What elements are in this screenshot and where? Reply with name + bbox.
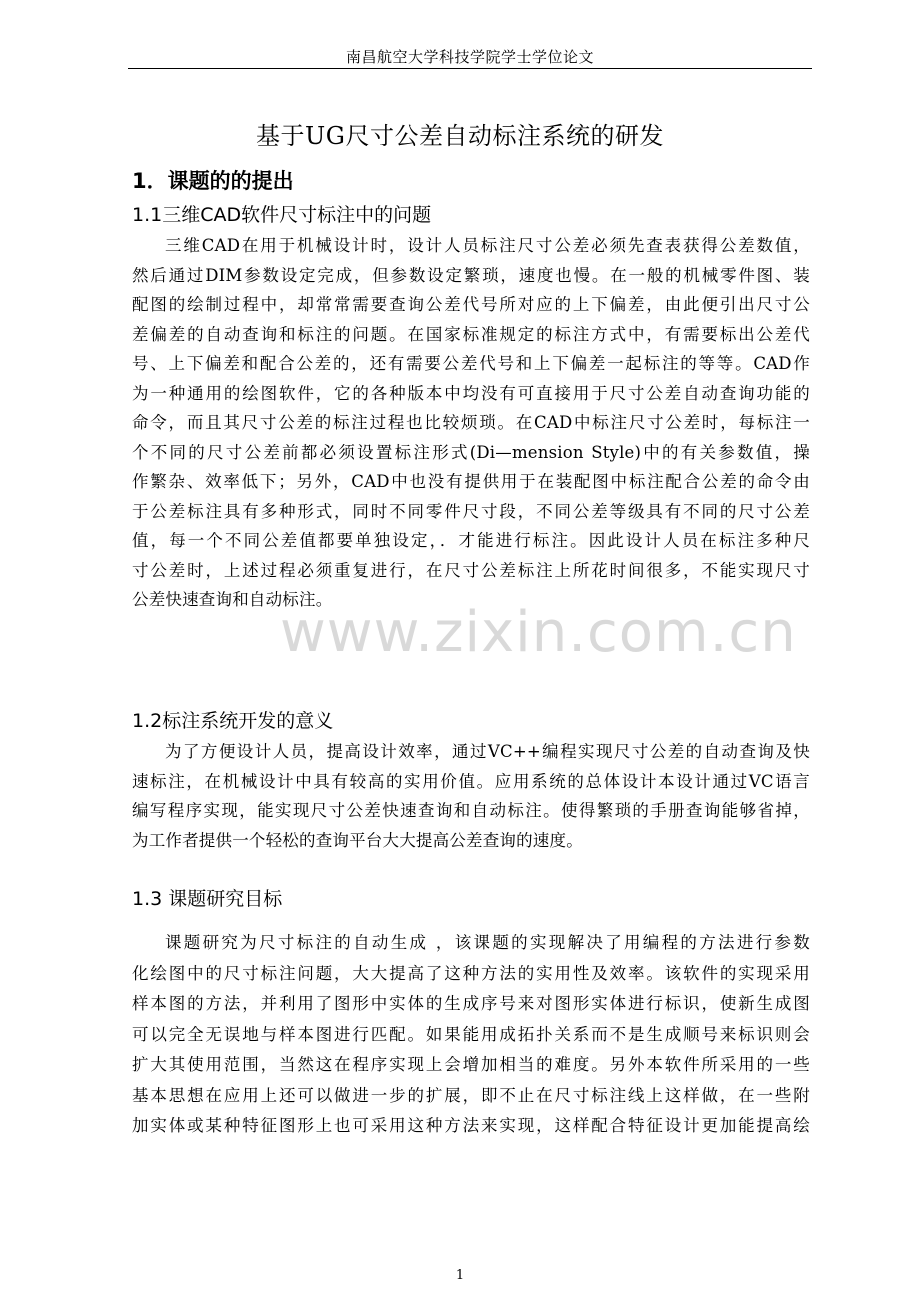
- paragraph-line: 差偏差的自动查询和标注的问题。在国家标准规定的标注方式中，有需要标出公差代: [132, 324, 810, 344]
- header-rule: [128, 68, 812, 69]
- section-1-2-paragraph: [132, 737, 810, 855]
- paragraph-line: 三维CAD在用于机械设计时，设计人员标注尺寸公差必须先查表获得公差数值，: [165, 236, 810, 255]
- paragraph-line: 配图的绘制过程中，却常常需要查询公差代号所对应的上下偏差，由此便引出尺寸公: [132, 295, 810, 314]
- paragraph-line: 公差快速查询和自动标注。: [132, 590, 333, 609]
- paragraph-line: 可以完全无误地与样本图进行匹配。如果能用成拓扑关系而不是生成顺号来标识则会: [132, 1024, 810, 1044]
- section-1-2-heading: 1.2标注系统开发的意义: [132, 710, 334, 732]
- section-1-heading: 1．课题的的提出: [132, 169, 294, 193]
- paragraph-line: 号、上下偏差和配合公差的，还有需要公差代号和上下偏差一起标注的等等。CAD作: [132, 354, 810, 373]
- paragraph-line: 个不同的尺寸公差前都必须设置标注形式(Di—mension Style)中的有关参数值，操: [132, 442, 810, 462]
- paragraph-line: 命令，而且其尺寸公差的标注过程也比较烦琐。在CAD中标注尺寸公差时，每标注一: [132, 413, 810, 432]
- paragraph-line: 为了方便设计人员，提高设计效率，通过VC++编程实现尺寸公差的自动查询及快: [165, 742, 810, 761]
- section-1-3-paragraph: [132, 928, 810, 1142]
- paragraph-line: 化绘图中的尺寸标注问题，大大提高了这种方法的实用性及效率。该软件的实现采用: [132, 963, 810, 983]
- paragraph-line: 样本图的方法，并利用了图形中实体的生成序号来对图形实体进行标识，使新生成图: [132, 994, 810, 1013]
- paragraph-line: 值，每一个不同公差值都要单独设定，．才能进行标注。因此设计人员在标注多种尺: [132, 531, 810, 550]
- paragraph-line: 为一种通用的绘图软件，它的各种版本中均没有可直接用于尺寸公差自动查询功能的: [132, 383, 810, 403]
- paragraph-line: 为工作者提供一个轻松的查询平台大大提高公差查询的速度。: [132, 830, 583, 850]
- section-1-3-heading: 1.3 课题研究目标: [132, 888, 283, 910]
- document-title: 基于UG尺寸公差自动标注系统的研发: [256, 122, 664, 150]
- paragraph-line: 扩大其使用范围，当然这在程序实现上会增加相当的难度。另外本软件所采用的一些: [132, 1055, 810, 1074]
- watermark: www.zixin.com.cn: [280, 600, 797, 665]
- paragraph-line: 基本思想在应用上还可以做进一步的扩展，即不止在尺寸标注线上这样做，在一些附: [132, 1085, 810, 1105]
- section-1-1-paragraph: [132, 231, 810, 615]
- paragraph-line: 加实体或某种特征图形上也可采用这种方法来实现，这样配合特征设计更加能提高绘: [132, 1116, 810, 1135]
- paragraph-line: 然后通过DIM参数设定完成，但参数设定繁琐，速度也慢。在一般的机械零件图、装: [132, 265, 810, 285]
- paragraph-line: 课题研究为尺寸标注的自动生成 ，该课题的实现解决了用编程的方法进行参数: [165, 933, 810, 952]
- section-1-1-heading: 1.1三维CAD软件尺寸标注中的问题: [132, 204, 432, 226]
- paragraph-line: 于公差标注具有多种形式，同时不同零件尺寸段，不同公差等级具有不同的尺寸公差: [132, 501, 810, 521]
- paragraph-line: 速标注，在机械设计中具有较高的实用价值。应用系统的总体设计本设计通过VC语言: [132, 771, 810, 791]
- paragraph-line: 作繁杂、效率低下；另外，CAD中也没有提供用于在装配图中标注配合公差的命令由: [132, 472, 810, 491]
- page-number: 1: [455, 1268, 465, 1283]
- running-header: 南昌航空大学科技学院学士学位论文: [345, 48, 594, 66]
- paragraph-line: 寸公差时，上述过程必须重复进行，在尺寸公差标注上所花时间很多，不能实现尺寸: [132, 560, 810, 580]
- paragraph-line: 编写程序实现，能实现尺寸公差快速查询和自动标注。使得繁琐的手册查询能够省掉，: [132, 801, 810, 820]
